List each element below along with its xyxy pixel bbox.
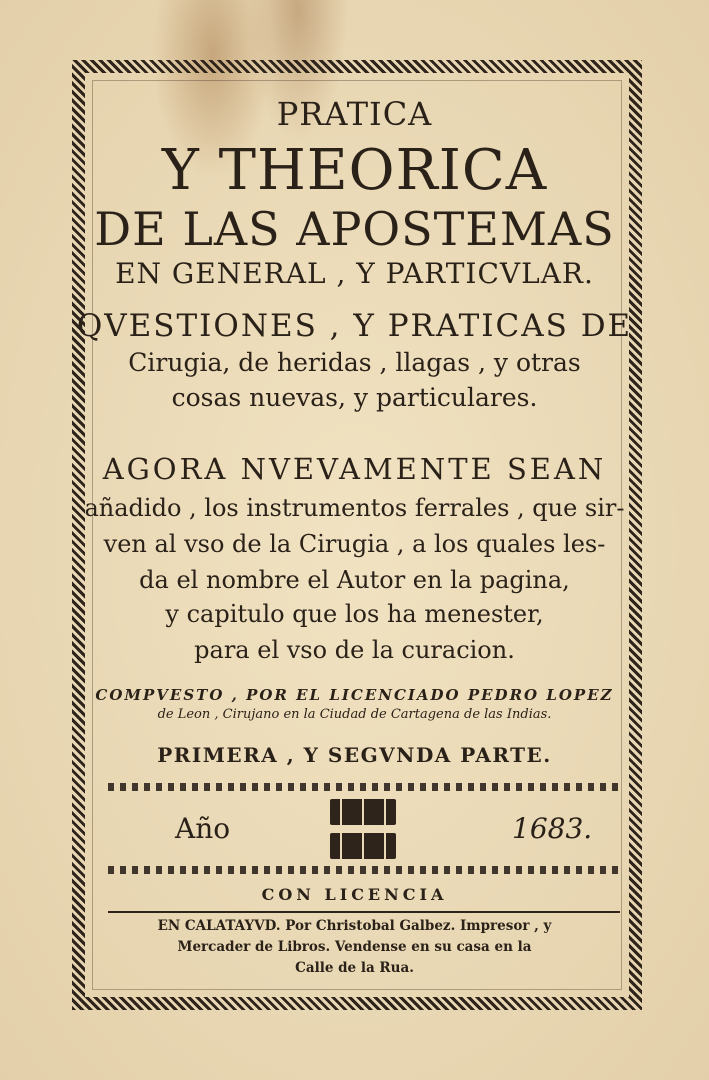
addition-line-2: ven al vso de la Cirugia , a los quales les- (103, 530, 606, 558)
subtitle-line-1: QVESTIONES , Y PRATICAS DE (76, 308, 633, 344)
title-line-3: DE LAS APOSTEMAS (94, 202, 615, 256)
imprint-line-2: Mercader de Libros. Vendense en su casa en la (177, 939, 532, 955)
title-line-2: Y THEORICA (161, 138, 548, 203)
ornament-row-bottom (108, 866, 620, 874)
addition-line-1: añadido , los instrumentos ferrales , que sir- (84, 494, 625, 522)
author-line-1: COMPVESTO , POR EL LICENCIADO PEDRO LOPEZ (95, 686, 614, 704)
addition-line-5: para el vso de la curacion. (194, 636, 515, 664)
divider-rule (108, 911, 620, 913)
title-line-4: EN GENERAL , Y PARTICVLAR. (115, 257, 594, 290)
year-value: 1683. (512, 812, 593, 845)
imprint-line-1: EN CALATAYVD. Por Christobal Galbez. Impresor , y (157, 918, 552, 934)
parts-line: PRIMERA , Y SEGVNDA PARTE. (157, 743, 552, 767)
title-line-1: PRATICA (276, 95, 433, 133)
subtitle-line-3: cosas nuevas, y particulares. (171, 383, 538, 412)
addition-line-3: da el nombre el Autor en la pagina, (139, 566, 570, 594)
license-line: CON LICENCIA (261, 885, 448, 904)
imprint-line-3: Calle de la Rua. (295, 960, 414, 976)
fleuron-ornament-bottom (330, 833, 396, 859)
ornament-row-top (108, 783, 620, 791)
addition-line-4: y capitulo que los ha menester, (165, 600, 544, 628)
addition-heading: AGORA NVEVAMENTE SEAN (102, 452, 607, 486)
fleuron-ornament-top (330, 799, 396, 825)
author-line-2: de Leon , Cirujano en la Ciudad de Cartagena de las Indias. (157, 707, 552, 722)
subtitle-line-2: Cirugia, de heridas , llagas , y otras (128, 348, 581, 377)
year-label: Año (175, 812, 231, 845)
